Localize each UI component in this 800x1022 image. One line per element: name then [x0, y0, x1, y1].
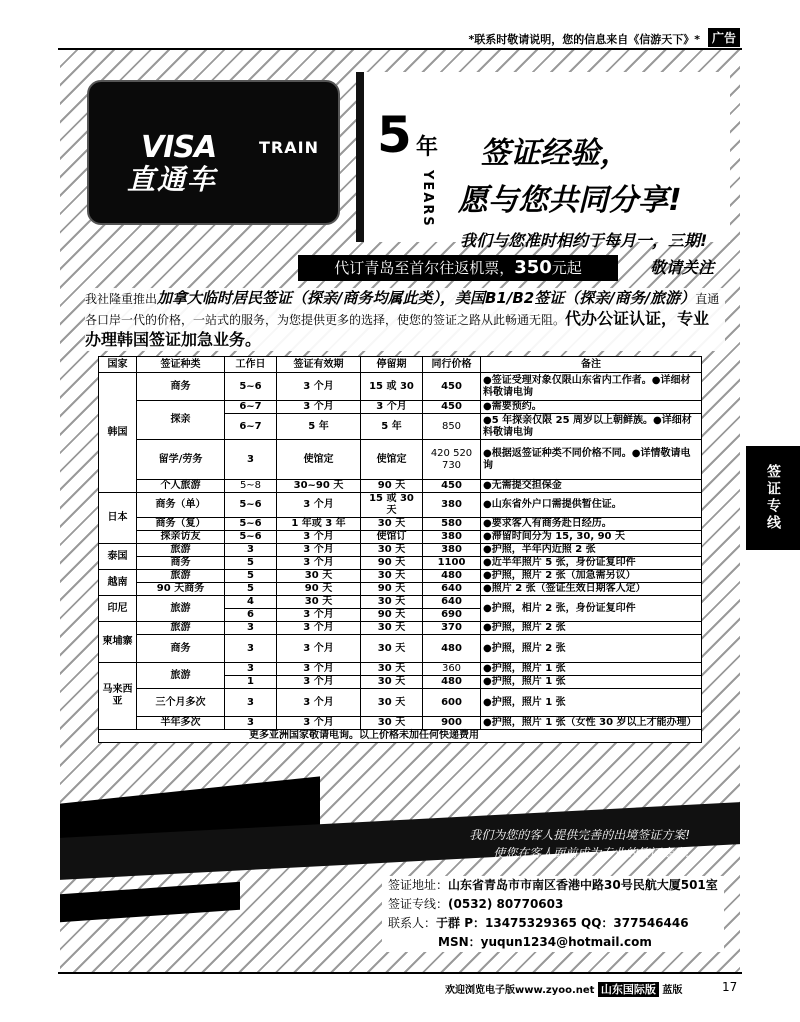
table-cell: 3 — [225, 440, 277, 480]
table-cell: 3 — [225, 717, 277, 730]
table-cell: 30 天 — [361, 518, 423, 531]
table-cell: 4 — [225, 596, 277, 609]
table-cell: ●近半年照片 5 张，身份证复印件 — [481, 557, 702, 570]
table-cell: 5 — [225, 570, 277, 583]
table-cell: 3 个月 — [277, 622, 361, 635]
table-cell: 360 — [423, 663, 481, 676]
table-cell: 个人旅游 — [137, 480, 225, 493]
table-row — [99, 544, 702, 557]
table-cell: 370 — [423, 622, 481, 635]
slogan-line2: 使您在客人面前成为专业的签证专家! — [493, 846, 690, 860]
col-country: 国家 — [99, 357, 137, 373]
table-cell: 5 — [225, 583, 277, 596]
table-cell: 越南 — [99, 570, 137, 596]
table-cell: 850 — [423, 414, 481, 440]
table-cell: 30 天 — [361, 635, 423, 663]
table-cell: ●滞留时间分为 15, 30, 90 天 — [481, 531, 702, 544]
table-cell: 马来西亚 — [99, 663, 137, 730]
table-cell: 690 — [423, 609, 481, 622]
table-cell: ●需要预约。 — [481, 401, 702, 414]
col-workdays: 工作日 — [225, 357, 277, 373]
table-cell: 印尼 — [99, 596, 137, 622]
table-cell: 3 个月 — [277, 635, 361, 663]
address-value: 山东省青岛市市南区香港中路30号民航大厦501室 — [448, 878, 718, 892]
logo-train-text: TRAIN — [259, 138, 319, 157]
table-cell: 1 — [225, 676, 277, 689]
msn-label: MSN： — [438, 935, 481, 949]
table-cell: 380 — [423, 493, 481, 518]
intro-paragraph — [85, 288, 725, 351]
headline-line4: 敬请关注 — [650, 258, 715, 277]
table-cell: 30 天 — [361, 596, 423, 609]
table-cell: ●根据返签证种类不同价格不同。●详情敬请电询 — [481, 440, 702, 480]
table-cell: 480 — [423, 676, 481, 689]
intro-middle: 直通各口岸一代的价格，一站式的服务，为您提供更多的选择，使您的签证之路从此畅通无阻。 — [85, 292, 720, 327]
ad-panel — [60, 50, 740, 972]
table-cell: 6 — [225, 609, 277, 622]
intro-highlight2: 代办公证认证，专业办理韩国签证加急业务。 — [85, 309, 710, 349]
table-cell: 480 — [423, 635, 481, 663]
table-cell: 5 年 — [277, 414, 361, 440]
table-cell: 5 — [225, 557, 277, 570]
table-cell: 日本 — [99, 493, 137, 544]
page-number: 17 — [722, 980, 738, 994]
table-cell: 15 或 30 天 — [361, 493, 423, 518]
table-cell: 3 个月 — [277, 609, 361, 622]
decor-wedge-lower — [60, 882, 240, 923]
logo-visa-text: VISA — [141, 130, 217, 165]
table-row — [99, 717, 702, 730]
headline-five: 5 — [377, 106, 412, 164]
table-cell: 3 — [225, 622, 277, 635]
logo-card — [87, 80, 340, 225]
contact-address-row — [388, 876, 718, 895]
header-note: *联系时敬请说明，您的信息来自《信游天下》* — [468, 33, 700, 46]
bottom-rule — [58, 972, 742, 974]
table-cell: 使馆定 — [277, 440, 361, 480]
footer-version: 蓝版 — [662, 985, 683, 996]
table-cell: 3 — [225, 635, 277, 663]
side-tab: 签证专线 — [746, 446, 800, 550]
table-row — [99, 635, 702, 663]
table-cell: 旅游 — [137, 570, 225, 583]
headline-line3: 我们与您准时相约于每月一，三期! — [460, 231, 708, 250]
table-cell: 15 或 30 — [361, 373, 423, 401]
table-cell: ●护照，照片 1 张（女性 30 岁以上才能办理） — [481, 717, 702, 730]
flight-price: 350 — [514, 257, 552, 278]
table-row — [99, 663, 702, 676]
table-cell: 探亲 — [137, 401, 225, 440]
table-row — [99, 557, 702, 570]
intro-highlight1: 加拿大临时居民签证（探亲/商务均属此类），美国B1/B2签证（探亲/商务/旅游） — [157, 289, 696, 307]
table-cell: 480 — [423, 570, 481, 583]
person-label: 联系人： — [388, 916, 437, 930]
table-cell: 30 天 — [277, 596, 361, 609]
slogan — [469, 826, 690, 862]
headline-nian: 年 — [416, 135, 439, 160]
table-cell: 使馆订 — [361, 531, 423, 544]
table-cell: 3 — [225, 663, 277, 676]
table-cell: 旅游 — [137, 544, 225, 557]
table-cell: ●护照，照片 1 张 — [481, 663, 702, 676]
table-cell: 探亲访友 — [137, 531, 225, 544]
table-cell: 5 年 — [361, 414, 423, 440]
table-cell: 5~8 — [225, 480, 277, 493]
table-cell: 3 个月 — [277, 663, 361, 676]
flight-banner — [298, 255, 618, 281]
table-cell: 30 天 — [361, 570, 423, 583]
table-row — [99, 518, 702, 531]
table-row — [99, 596, 702, 609]
contact-phone-row — [388, 895, 718, 914]
table-footer-note: 更多亚洲国家敬请电询。以上价格未加任何快递费用 — [99, 730, 702, 743]
table-cell: 留学/劳务 — [137, 440, 225, 480]
table-cell: 5~6 — [225, 373, 277, 401]
table-cell: 商务（单） — [137, 493, 225, 518]
table-cell: 30 天 — [277, 570, 361, 583]
table-cell: 三个月多次 — [137, 689, 225, 717]
table-cell: ●护照，照片 1 张 — [481, 689, 702, 717]
table-cell: 900 — [423, 717, 481, 730]
address-label: 签证地址： — [388, 878, 449, 892]
table-cell: 450 — [423, 373, 481, 401]
table-cell: 6~7 — [225, 401, 277, 414]
table-row — [99, 583, 702, 596]
table-cell: 5~6 — [225, 518, 277, 531]
contact-person-row — [388, 914, 718, 933]
phone-label: 签证专线： — [388, 897, 449, 911]
flight-suffix: 元起 — [551, 259, 582, 277]
table-cell: 450 — [423, 401, 481, 414]
footer-text: 欢迎浏览电子版www.zyoo.net — [445, 985, 595, 996]
table-cell: 3 个月 — [361, 401, 423, 414]
table-cell: 30 天 — [361, 717, 423, 730]
col-price: 同行价格 — [423, 357, 481, 373]
table-cell: 5~6 — [225, 493, 277, 518]
table-cell: 3 个月 — [277, 557, 361, 570]
table-cell: 泰国 — [99, 544, 137, 570]
table-cell: 30 天 — [361, 676, 423, 689]
ad-tag: 广告 — [708, 28, 740, 47]
table-cell: 商务 — [137, 635, 225, 663]
table-cell: 600 — [423, 689, 481, 717]
footer-edition: 山东国际版 — [598, 982, 659, 997]
table-footer-row — [99, 730, 702, 743]
col-notes: 备注 — [481, 357, 702, 373]
table-cell: 韩国 — [99, 373, 137, 493]
table-cell: 90 天 — [277, 583, 361, 596]
table-cell: 半年多次 — [137, 717, 225, 730]
table-cell: 1 年或 3 年 — [277, 518, 361, 531]
table-cell: 商务（复） — [137, 518, 225, 531]
visa-price-table — [98, 356, 702, 743]
table-cell: 380 — [423, 544, 481, 557]
intro-lead: 我社隆重推出 — [85, 292, 158, 306]
table-cell: 柬埔寨 — [99, 622, 137, 663]
table-cell: ●5 年探亲仅限 25 周岁以上朝鲜族。●详细材料敬请电询 — [481, 414, 702, 440]
table-cell: ●护照，照片 2 张 — [481, 622, 702, 635]
table-cell: 5~6 — [225, 531, 277, 544]
table-cell: 3 — [225, 689, 277, 717]
table-cell: 420 520 730 — [423, 440, 481, 480]
table-cell: ●山东省外户口需提供暂住证。 — [481, 493, 702, 518]
table-cell: 1100 — [423, 557, 481, 570]
table-cell: 90 天商务 — [137, 583, 225, 596]
table-cell: ●护照，相片 2 张，身份证复印件 — [481, 596, 702, 622]
table-cell: 3 个月 — [277, 531, 361, 544]
table-cell: 30 天 — [361, 544, 423, 557]
table-cell: ●无需提交担保金 — [481, 480, 702, 493]
headline-line2: 愿与您共同分享! — [458, 183, 682, 218]
table-cell: 30 天 — [361, 663, 423, 676]
table-cell: ●照片 2 张（签证生效日期客人定） — [481, 583, 702, 596]
table-cell: 3 — [225, 544, 277, 557]
table-cell: ●护照，照片 2 张 — [481, 635, 702, 663]
table-cell: 使馆定 — [361, 440, 423, 480]
table-cell: 商务 — [137, 557, 225, 570]
table-row — [99, 401, 702, 414]
table-cell: 旅游 — [137, 596, 225, 622]
col-type: 签证种类 — [137, 357, 225, 373]
col-validity: 签证有效期 — [277, 357, 361, 373]
contact-block — [382, 876, 724, 952]
phone-value: (0532) 80770603 — [448, 897, 564, 911]
table-row — [99, 622, 702, 635]
table-cell: 30~90 天 — [277, 480, 361, 493]
slogan-line1: 我们为您的客人提供完善的出境签证方案! — [469, 828, 690, 842]
contact-msn-row — [388, 933, 718, 952]
col-stay: 停留期 — [361, 357, 423, 373]
table-row — [99, 531, 702, 544]
table-cell: 640 — [423, 596, 481, 609]
table-cell: ●要求客人有商务赴日经历。 — [481, 518, 702, 531]
table-header-row — [99, 357, 702, 373]
logo-cn-text: 直通车 — [127, 163, 218, 196]
table-row — [99, 493, 702, 518]
table-cell: 90 天 — [361, 583, 423, 596]
table-cell: 3 个月 — [277, 401, 361, 414]
table-cell: 380 — [423, 531, 481, 544]
table-row — [99, 440, 702, 480]
table-cell: 30 天 — [361, 622, 423, 635]
table-cell: 90 天 — [361, 557, 423, 570]
table-cell: 3 个月 — [277, 689, 361, 717]
table-row — [99, 480, 702, 493]
table-cell: 640 — [423, 583, 481, 596]
table-cell: 3 个月 — [277, 717, 361, 730]
table-cell: 商务 — [137, 373, 225, 401]
table-cell: 90 天 — [361, 480, 423, 493]
table-cell: ●护照，照片 2 张（加急需另议） — [481, 570, 702, 583]
headline-years: YEARS — [420, 170, 435, 228]
flight-text: 代订青岛至首尔往返机票， — [334, 259, 515, 277]
table-cell: 3 个月 — [277, 493, 361, 518]
table-cell: ●护照，照片 1 张 — [481, 676, 702, 689]
table-cell: 6~7 — [225, 414, 277, 440]
table-cell: 580 — [423, 518, 481, 531]
table-row — [99, 570, 702, 583]
table-cell: 30 天 — [361, 689, 423, 717]
table-cell: 旅游 — [137, 622, 225, 635]
table-row — [99, 689, 702, 717]
table-cell: ●护照，半年内近照 2 张 — [481, 544, 702, 557]
headline-bar — [356, 72, 364, 242]
table-cell: 3 个月 — [277, 676, 361, 689]
table-cell: 90 天 — [361, 609, 423, 622]
table-cell: 3 个月 — [277, 373, 361, 401]
table-cell: 3 个月 — [277, 544, 361, 557]
table-row — [99, 373, 702, 401]
table-cell: ●签证受理对象仅限山东省内工作者。●详细材料敬请电询 — [481, 373, 702, 401]
msn-value: yuqun1234@hotmail.com — [480, 935, 652, 949]
person-value: 于群 P：13475329365 QQ：377546446 — [436, 916, 689, 930]
table-cell: 450 — [423, 480, 481, 493]
page-footer — [445, 981, 682, 997]
headline-line1: 签证经验， — [480, 136, 630, 171]
table-cell: 旅游 — [137, 663, 225, 689]
